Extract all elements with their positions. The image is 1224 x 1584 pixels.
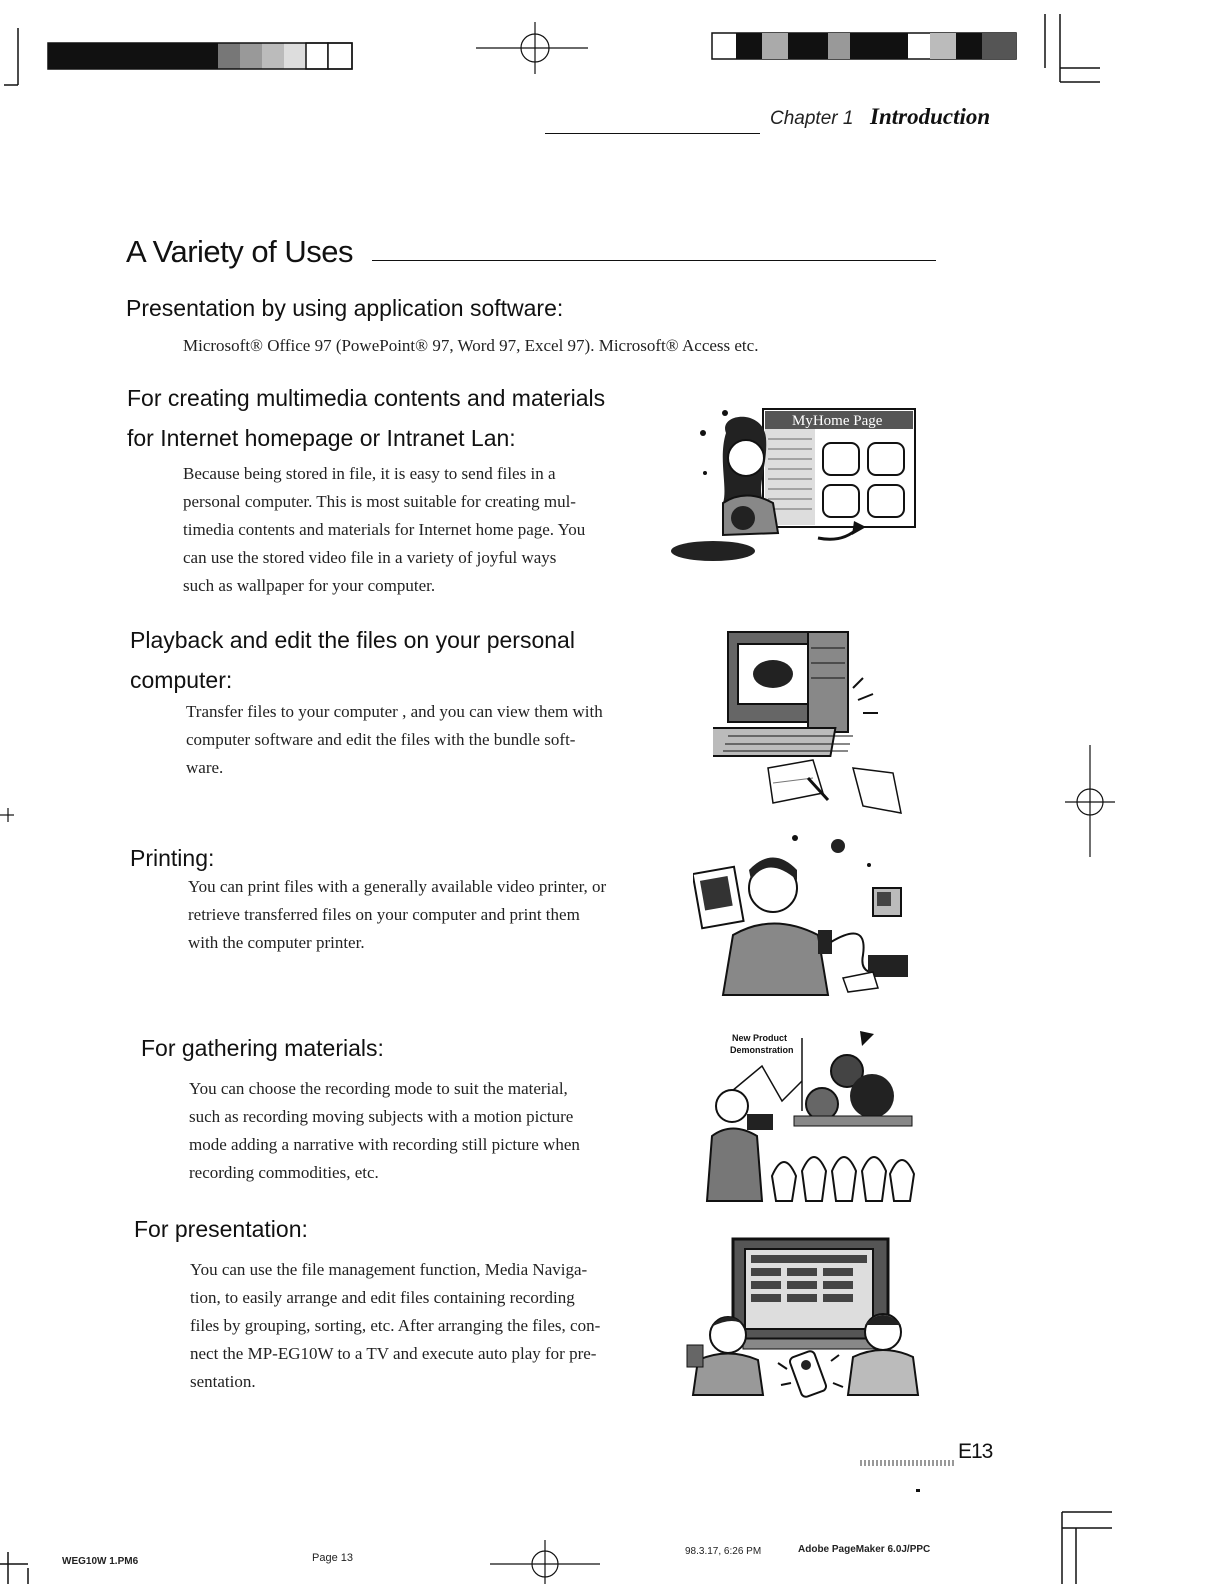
slug-date: 98.3.17, 6:26 PM bbox=[685, 1546, 762, 1557]
slug-app: Adobe PageMaker 6.0J/PPC bbox=[798, 1544, 931, 1555]
registration-mark-left bbox=[0, 790, 20, 840]
registration-marks-top bbox=[0, 0, 1224, 100]
gathering-illustration bbox=[702, 1026, 922, 1204]
section-body: You can choose the recording mode to suit the material, such as recording moving subjects with a motion picture mode adding a narrative with recording still picture when recording commodities, etc. bbox=[189, 1079, 580, 1182]
homepage-illustration bbox=[668, 403, 924, 565]
page-number-dots bbox=[860, 1460, 955, 1466]
section-heading: Playback and edit the files on your personal computer: bbox=[130, 627, 575, 693]
page-title: A Variety of Uses bbox=[126, 234, 353, 269]
printing-illustration bbox=[693, 830, 918, 998]
slug-file: WEG10W 1.PM6 bbox=[62, 1556, 139, 1567]
section-heading: For presentation: bbox=[134, 1216, 308, 1242]
section-heading: For creating multimedia contents and materials for Internet homepage or Intranet Lan: bbox=[127, 385, 606, 451]
color-bar-left bbox=[48, 43, 352, 69]
section-heading: Printing: bbox=[130, 845, 215, 871]
section-body: You can use the file management function, Media Naviga- tion, to easily arrange and edit files containing recording files by grouping, sorting, etc. After arranging the files, con- nect the MP-EG10W to a TV and execute auto play for pre- sentation. bbox=[190, 1260, 601, 1391]
header-rule bbox=[545, 133, 760, 134]
demo-sign-line1: New Product bbox=[732, 1033, 788, 1043]
chapter-title: Introduction bbox=[870, 104, 991, 129]
section-body: Transfer files to your computer , and you can view them with computer software and edit the files with the bundle soft- ware. bbox=[186, 702, 603, 777]
title-rule bbox=[372, 260, 936, 261]
chapter-label: Chapter 1 bbox=[770, 108, 854, 129]
registration-target-right bbox=[1060, 745, 1120, 860]
section-body: Microsoft® Office 97 (PowePoint® 97, Word 97, Excel 97). Microsoft® Access etc. bbox=[183, 336, 759, 355]
dot-mark bbox=[916, 1489, 920, 1492]
demo-sign-line2: Demonstration bbox=[730, 1045, 794, 1055]
homepage-banner-text: MyHome Page bbox=[792, 413, 883, 429]
color-bar-right bbox=[712, 33, 1016, 59]
registration-target-top bbox=[476, 22, 588, 74]
section-body: Because being stored in file, it is easy to send files in a personal computer. This is most suitable for creating mul- timedia contents and materials for Internet home page. You can use the stored video file in a variety of joyful ways such as wallpaper for your computer. bbox=[183, 464, 586, 595]
section-heading: For gathering materials: bbox=[141, 1035, 384, 1061]
section-heading: Presentation by using application software: bbox=[126, 295, 564, 321]
computer-illustration bbox=[713, 628, 908, 823]
slug-page: Page 13 bbox=[312, 1552, 353, 1564]
page-number: E13 bbox=[958, 1440, 993, 1463]
registration-marks-bottom bbox=[0, 1500, 1224, 1584]
section-body: You can print files with a generally available video printer, or retrieve transferred files on your computer and print them with the computer printer. bbox=[188, 877, 607, 952]
presentation-illustration bbox=[683, 1235, 923, 1400]
